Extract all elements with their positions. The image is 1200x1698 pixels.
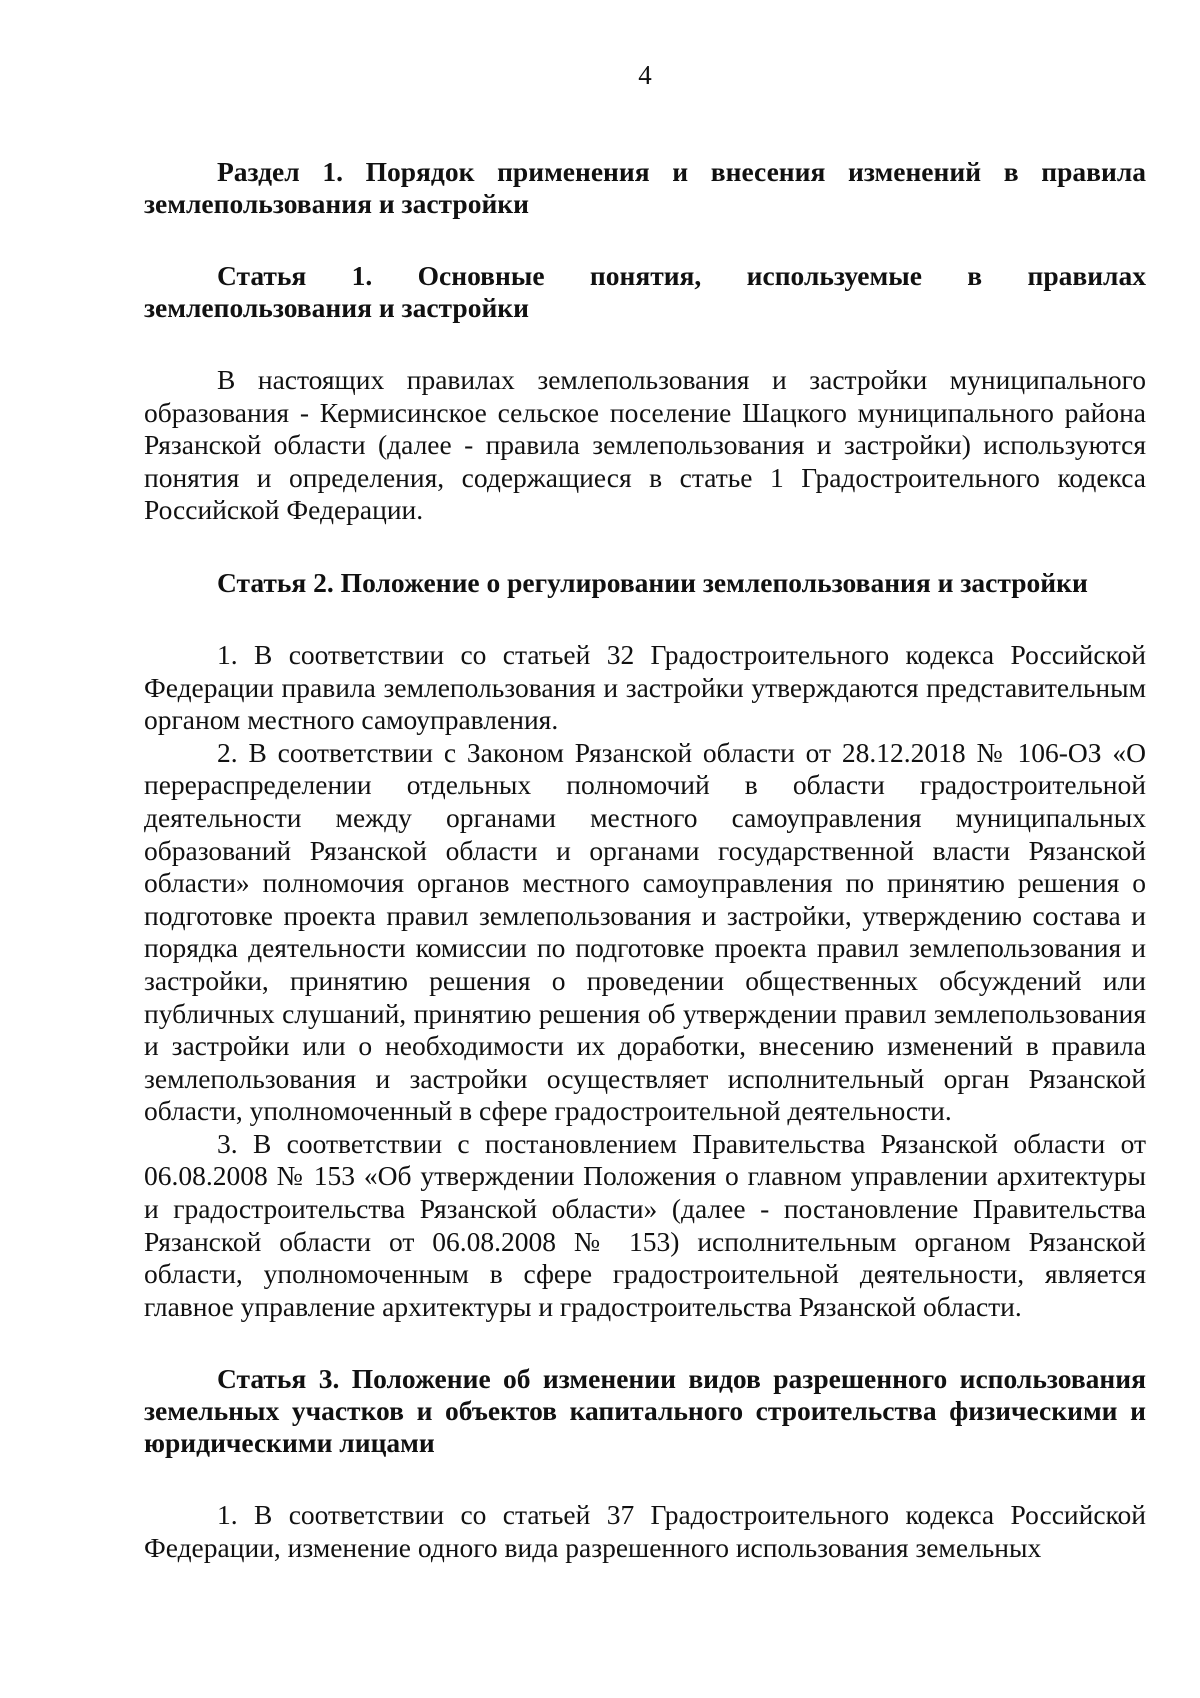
spacer [144,324,1146,364]
section-1-title: Раздел 1. Порядок применения и внесения изменений в правила землепользования и застройки [144,156,1146,219]
spacer [144,599,1146,639]
spacer [144,527,1146,567]
article-2-paragraph-2: 2. В соответствии с Законом Рязанской области от 28.12.2018 № 106-ОЗ «О перераспределении отдельных полномочий в области градостроительной деятельности между органами местного самоуправления муниципальных образований Рязанской области и органами государственной власти Рязанской области» полномочия органов местного самоуправления по принятию решения о подготовке проекта правил землепользования и застройки, утверждению состава и порядка деятельности комиссии по подготовке проекта правил землепользования и застройки, принятию решения о проведении общественных обсуждений или публичных слушаний, принятию решения об утверждении правил землепользования и застройки или о необходимости их доработки, внесению изменений в правила землепользования и застройки осуществляет исполнительный орган Рязанской области, уполномоченный в сфере градостроительной деятельности. [144,736,1146,1127]
document-page [144,60,1146,1565]
article-3-paragraph-1: 1. В соответствии со статьей 37 Градостроительного кодекса Российской Федерации, изменение одного вида разрешенного использования земельных [144,1499,1146,1564]
spacer [144,1459,1146,1499]
article-2-paragraph-1: 1. В соответствии со статьей 32 Градостроительного кодекса Российской Федерации правила землепользования и застройки утверждаются представительным органом местного самоуправления. [144,638,1146,736]
page-number: 4 [638,60,652,90]
article-3-title: Статья 3. Положение об изменении видов разрешенного использования земельных участков и объектов капитального строительства физическими и юридическими лицами [144,1363,1146,1459]
article-1-paragraph-1: В настоящих правилах землепользования и застройки муниципального образования - Кермисинское сельское поселение Шацкого муниципального района Рязанской области (далее - правила землепользования и застройки) используются понятия и определения, содержащиеся в статье 1 Градостроительного кодекса Российской Федерации. [144,364,1146,526]
spacer [144,1323,1146,1363]
spacer [144,220,1146,260]
article-2-paragraph-3: 3. В соответствии с постановлением Правительства Рязанской области от 06.08.2008 № 153 «Об утверждении Положения о главном управлении архитектуры и градостроительства Рязанской области» (далее - постановление Правительства Рязанской области от 06.08.2008 № 153) исполнительным органом Рязанской области, уполномоченным в сфере градостроительной деятельности, является главное управление архитектуры и градостроительства Рязанской области. [144,1127,1146,1322]
article-1-title: Статья 1. Основные понятия, используемые в правилах землепользования и застройки [144,260,1146,323]
article-2-title: Статья 2. Положение о регулировании землепользования и застройки [217,566,1088,598]
